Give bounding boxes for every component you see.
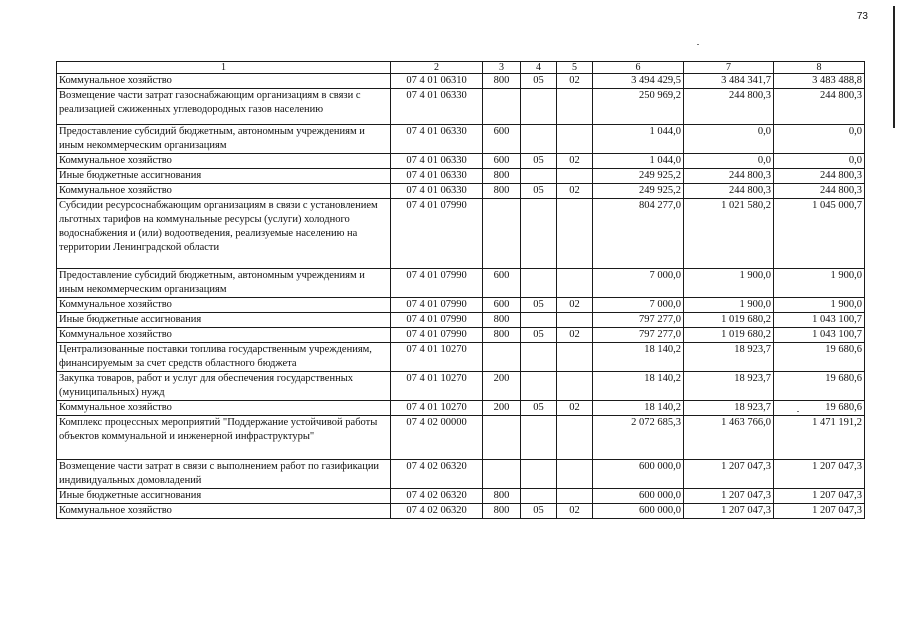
row-value-col8: 0,0 [774, 154, 865, 169]
row-name: Коммунальное хозяйство [57, 328, 391, 343]
row-section [521, 269, 557, 298]
row-value-col7: 1 019 680,2 [684, 328, 774, 343]
row-expense-type [483, 89, 521, 125]
row-name: Централизованные поставки топлива государственным учреждениям, финансируемым за счет средств областного бюджета [57, 343, 391, 372]
row-code: 07 4 01 10270 [391, 343, 483, 372]
row-name: Коммунальное хозяйство [57, 504, 391, 519]
row-section [521, 169, 557, 184]
row-code: 07 4 01 07990 [391, 298, 483, 313]
scan-speck [697, 44, 699, 45]
row-value-col6: 600 000,0 [593, 489, 684, 504]
table-row [57, 184, 865, 199]
header-col-7: 7 [684, 62, 774, 74]
row-name: Коммунальное хозяйство [57, 298, 391, 313]
budget-table [56, 61, 865, 519]
row-name: Коммунальное хозяйство [57, 401, 391, 416]
row-name: Возмещение части затрат газоснабжающим организациям в связи с реализацией сжиженных углеводородных газов населению [57, 89, 391, 125]
row-expense-type: 800 [483, 169, 521, 184]
table-row [57, 298, 865, 313]
row-expense-type: 800 [483, 184, 521, 199]
row-section [521, 199, 557, 269]
row-subsection: 02 [557, 74, 593, 89]
row-expense-type: 800 [483, 74, 521, 89]
row-subsection: 02 [557, 184, 593, 199]
table-header-row [57, 62, 865, 74]
row-section [521, 416, 557, 460]
row-value-col7: 1 900,0 [684, 269, 774, 298]
row-name: Комплекс процессных мероприятий "Поддержание устойчивой работы объектов коммунальной и инженерной инфраструктуры" [57, 416, 391, 460]
row-section: 05 [521, 401, 557, 416]
row-section [521, 313, 557, 328]
row-value-col7: 0,0 [684, 154, 774, 169]
row-code: 07 4 02 06320 [391, 504, 483, 519]
row-code: 07 4 01 07990 [391, 199, 483, 269]
table-row [57, 372, 865, 401]
row-value-col8: 19 680,6 [774, 372, 865, 401]
row-value-col8: 244 800,3 [774, 89, 865, 125]
row-value-col8: 244 800,3 [774, 184, 865, 199]
row-code: 07 4 01 06330 [391, 154, 483, 169]
table-row [57, 125, 865, 154]
row-value-col6: 1 044,0 [593, 125, 684, 154]
row-expense-type: 800 [483, 313, 521, 328]
row-section [521, 460, 557, 489]
row-code: 07 4 01 07990 [391, 269, 483, 298]
row-expense-type: 600 [483, 298, 521, 313]
row-expense-type [483, 199, 521, 269]
row-subsection [557, 343, 593, 372]
row-section: 05 [521, 328, 557, 343]
row-code: 07 4 01 07990 [391, 328, 483, 343]
row-code: 07 4 02 00000 [391, 416, 483, 460]
row-value-col7: 0,0 [684, 125, 774, 154]
row-subsection [557, 269, 593, 298]
row-expense-type: 800 [483, 504, 521, 519]
row-expense-type [483, 460, 521, 489]
row-value-col7: 244 800,3 [684, 169, 774, 184]
row-expense-type: 600 [483, 125, 521, 154]
row-value-col8: 244 800,3 [774, 169, 865, 184]
row-value-col6: 2 072 685,3 [593, 416, 684, 460]
row-value-col6: 1 044,0 [593, 154, 684, 169]
row-value-col7: 18 923,7 [684, 343, 774, 372]
row-code: 07 4 01 06330 [391, 184, 483, 199]
row-value-col8: 19 680,6 [774, 343, 865, 372]
row-name: Коммунальное хозяйство [57, 154, 391, 169]
table-row [57, 460, 865, 489]
row-code: 07 4 01 07990 [391, 313, 483, 328]
row-value-col7: 1 463 766,0 [684, 416, 774, 460]
row-value-col7: 1 900,0 [684, 298, 774, 313]
row-subsection [557, 489, 593, 504]
row-section [521, 343, 557, 372]
row-section: 05 [521, 154, 557, 169]
row-value-col6: 249 925,2 [593, 169, 684, 184]
row-value-col6: 18 140,2 [593, 343, 684, 372]
table-row [57, 154, 865, 169]
row-value-col6: 600 000,0 [593, 460, 684, 489]
row-name: Коммунальное хозяйство [57, 74, 391, 89]
header-col-1: 1 [57, 62, 391, 74]
header-col-6: 6 [593, 62, 684, 74]
row-expense-type: 800 [483, 328, 521, 343]
row-subsection [557, 125, 593, 154]
row-value-col8: 1 471 191,2 [774, 416, 865, 460]
row-value-col7: 1 207 047,3 [684, 504, 774, 519]
row-subsection: 02 [557, 504, 593, 519]
table-row [57, 169, 865, 184]
table-row [57, 269, 865, 298]
row-name: Иные бюджетные ассигнования [57, 169, 391, 184]
table-row [57, 74, 865, 89]
row-value-col8: 3 483 488,8 [774, 74, 865, 89]
row-subsection: 02 [557, 328, 593, 343]
row-expense-type: 600 [483, 154, 521, 169]
row-subsection [557, 313, 593, 328]
row-code: 07 4 01 06330 [391, 169, 483, 184]
header-col-3: 3 [483, 62, 521, 74]
row-code: 07 4 01 10270 [391, 401, 483, 416]
row-value-col7: 3 484 341,7 [684, 74, 774, 89]
row-value-col8: 1 043 100,7 [774, 328, 865, 343]
row-expense-type [483, 416, 521, 460]
row-name: Предоставление субсидий бюджетным, автономным учреждениям и иным некоммерческим организациям [57, 125, 391, 154]
row-value-col7: 1 019 680,2 [684, 313, 774, 328]
row-value-col7: 244 800,3 [684, 89, 774, 125]
table-row [57, 401, 865, 416]
row-section [521, 372, 557, 401]
row-value-col8: 1 900,0 [774, 298, 865, 313]
row-value-col6: 250 969,2 [593, 89, 684, 125]
row-subsection [557, 460, 593, 489]
row-subsection [557, 416, 593, 460]
row-value-col8: 1 043 100,7 [774, 313, 865, 328]
row-name: Иные бюджетные ассигнования [57, 489, 391, 504]
row-code: 07 4 02 06320 [391, 460, 483, 489]
row-value-col6: 804 277,0 [593, 199, 684, 269]
row-value-col6: 797 277,0 [593, 313, 684, 328]
row-expense-type: 800 [483, 489, 521, 504]
row-section [521, 125, 557, 154]
row-subsection [557, 89, 593, 125]
row-section: 05 [521, 298, 557, 313]
header-col-5: 5 [557, 62, 593, 74]
row-value-col7: 244 800,3 [684, 184, 774, 199]
row-expense-type [483, 343, 521, 372]
row-value-col6: 18 140,2 [593, 401, 684, 416]
row-code: 07 4 02 06320 [391, 489, 483, 504]
row-code: 07 4 01 06330 [391, 125, 483, 154]
row-expense-type: 600 [483, 269, 521, 298]
row-subsection [557, 169, 593, 184]
row-name: Коммунальное хозяйство [57, 184, 391, 199]
row-value-col8: 19 680,6 [774, 401, 865, 416]
row-name: Иные бюджетные ассигнования [57, 313, 391, 328]
row-value-col8: 1 045 000,7 [774, 199, 865, 269]
row-name: Субсидии ресурсоснабжающим организациям в связи с установлением льготных тарифов на коммунальные ресурсы (услуги) холодного водоснабжения и (или) водоотведения, реализуемые населению на территории Ленинградской области [57, 199, 391, 269]
row-name: Предоставление субсидий бюджетным, автономным учреждениям и иным некоммерческим организациям [57, 269, 391, 298]
table-row [57, 313, 865, 328]
row-expense-type: 200 [483, 372, 521, 401]
row-value-col6: 249 925,2 [593, 184, 684, 199]
table-row [57, 328, 865, 343]
page-number: 73 [856, 11, 868, 22]
row-subsection [557, 199, 593, 269]
row-value-col8: 1 207 047,3 [774, 489, 865, 504]
row-name: Возмещение части затрат в связи с выполнением работ по газификации индивидуальных домовладений [57, 460, 391, 489]
row-value-col7: 18 923,7 [684, 372, 774, 401]
row-value-col7: 1 207 047,3 [684, 460, 774, 489]
table-row [57, 199, 865, 269]
table-row [57, 489, 865, 504]
row-code: 07 4 01 10270 [391, 372, 483, 401]
header-col-4: 4 [521, 62, 557, 74]
row-value-col6: 7 000,0 [593, 269, 684, 298]
row-subsection [557, 372, 593, 401]
row-section: 05 [521, 504, 557, 519]
row-value-col8: 1 207 047,3 [774, 504, 865, 519]
row-value-col8: 1 207 047,3 [774, 460, 865, 489]
row-code: 07 4 01 06330 [391, 89, 483, 125]
row-subsection: 02 [557, 401, 593, 416]
row-section [521, 89, 557, 125]
row-value-col7: 1 207 047,3 [684, 489, 774, 504]
scan-edge [893, 6, 895, 128]
header-col-8: 8 [774, 62, 865, 74]
row-section [521, 489, 557, 504]
row-value-col7: 18 923,7 [684, 401, 774, 416]
row-value-col6: 3 494 429,5 [593, 74, 684, 89]
row-subsection: 02 [557, 154, 593, 169]
row-value-col6: 797 277,0 [593, 328, 684, 343]
row-code: 07 4 01 06310 [391, 74, 483, 89]
row-name: Закупка товаров, работ и услуг для обеспечения государственных (муниципальных) нужд [57, 372, 391, 401]
row-value-col6: 18 140,2 [593, 372, 684, 401]
row-value-col6: 7 000,0 [593, 298, 684, 313]
row-expense-type: 200 [483, 401, 521, 416]
header-col-2: 2 [391, 62, 483, 74]
row-value-col6: 600 000,0 [593, 504, 684, 519]
row-value-col7: 1 021 580,2 [684, 199, 774, 269]
row-value-col8: 0,0 [774, 125, 865, 154]
row-subsection: 02 [557, 298, 593, 313]
table-row [57, 89, 865, 125]
table-row [57, 343, 865, 372]
row-section: 05 [521, 74, 557, 89]
table-row [57, 504, 865, 519]
row-section: 05 [521, 184, 557, 199]
row-value-col8: 1 900,0 [774, 269, 865, 298]
table-row [57, 416, 865, 460]
